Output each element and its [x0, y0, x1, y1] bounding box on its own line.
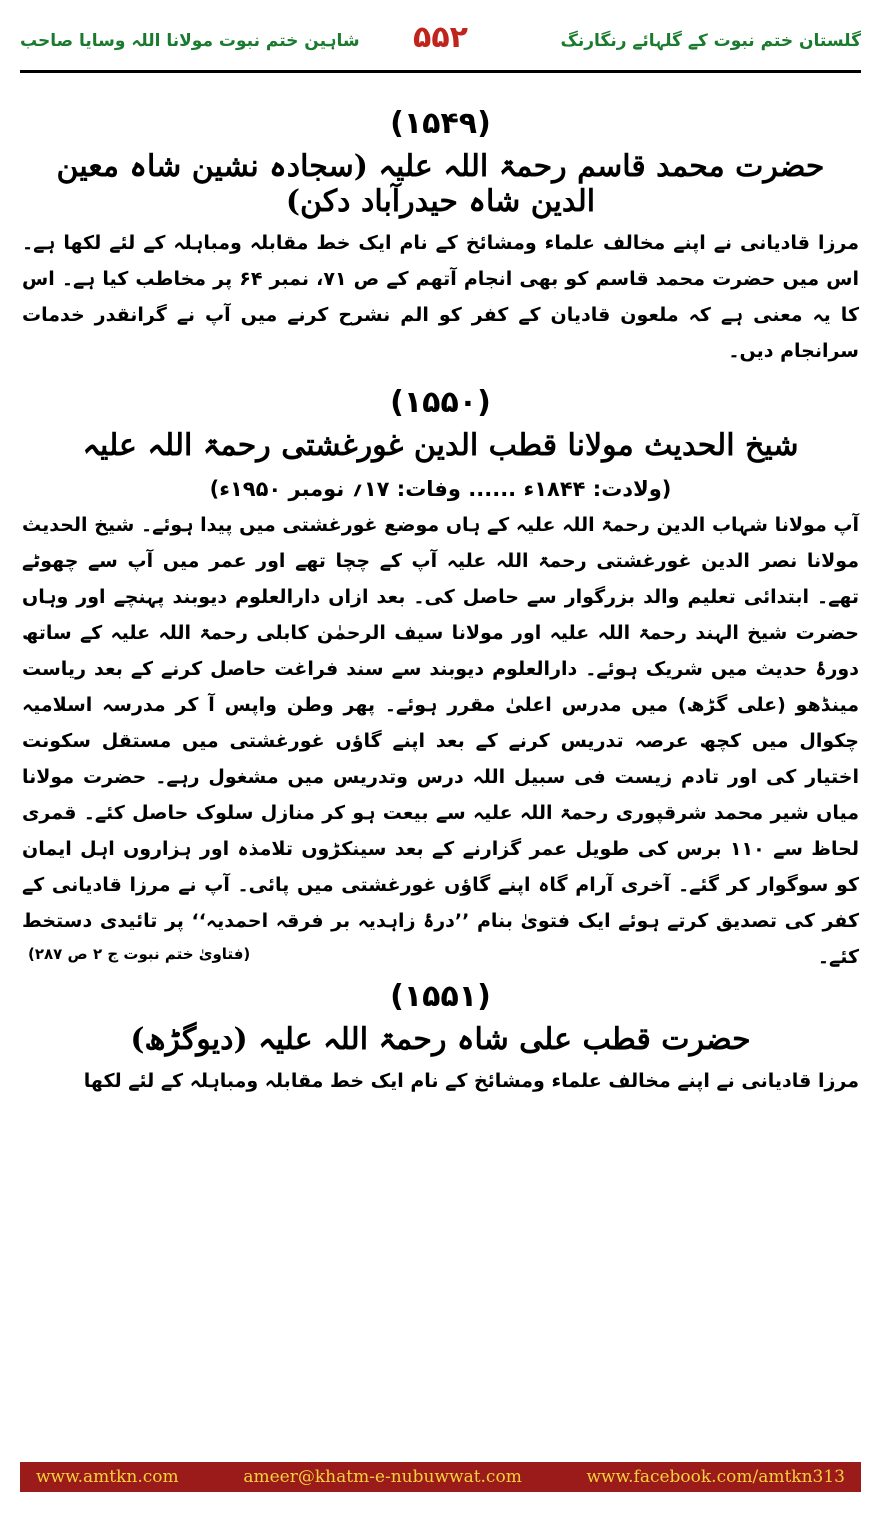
website-link[interactable]: www.amtkn.com	[36, 1467, 179, 1487]
source-reference: (فتاویٰ ختم نبوت ج ۲ ص ۲۸۷)	[28, 945, 251, 963]
entry-1550	[22, 385, 859, 968]
page-header	[20, 12, 861, 72]
entry-paragraph: مرزا قادیانی نے اپنے مخالف علماء ومشائخ کے نام ایک خط مقابلہ ومباہلہ کے لئے لکھا ہے۔ اس میں حضرت محمد قاسم کو بھی انجام آتھم کے ص ۷۱، نمبر ۶۴ پر مخاطب کیا ہے۔ اس کا یہ معنی ہے کہ ملعون قادیان کے کفر کو الم نشرح کرنے میں آپ نے گرانقدر خدمات سرانجام دیں۔	[22, 232, 859, 362]
birth-death-dates: (ولادت: ۱۸۴۴ء ...... وفات: ۱۷؍ نومبر ۱۹۵۰ء)	[209, 477, 672, 501]
page-content	[22, 90, 859, 1099]
entry-title: شیخ الحدیث مولانا قطب الدین غورغشتی رحمۃ اللہ علیہ	[82, 428, 799, 463]
page-footer	[20, 1462, 861, 1492]
entry-1551	[22, 979, 859, 1099]
entry-title: حضرت قطب علی شاہ رحمۃ اللہ علیہ (دیوگڑھ)	[130, 1022, 751, 1057]
entry-paragraph: مرزا قادیانی نے اپنے مخالف علماء ومشائخ کے نام ایک خط مقابلہ ومباہلہ کے لئے لکھا	[83, 1070, 859, 1092]
header-divider	[20, 70, 861, 73]
entry-number: (۱۵۴۹)	[390, 106, 491, 141]
entry-number: (۱۵۵۱)	[390, 979, 491, 1014]
entry-paragraph: آپ مولانا شہاب الدین رحمۃ اللہ علیہ کے ہاں موضع غورغشتی میں پیدا ہوئے۔ شیخ الحدیث مولانا نصر الدین غورغشتی رحمۃ اللہ علیہ آپ کے چچا تھے اور عمر میں آپ سے چھوٹے تھے۔ ابتدائی تعلیم والد بزرگوار سے حاصل کی۔ بعد ازاں دارالعلوم دیوبند پہنچے اور وہاں حضرت شیخ الہند رحمۃ اللہ علیہ اور مولانا سیف الرحمٰن کابلی رحمۃ اللہ علیہ کے ساتھ دورۂ حدیث میں شریک ہوئے۔ دارالعلوم دیوبند سے سند فراغت حاصل کرنے کے بعد ریاست مینڈھو (علی گڑھ) میں مدرس اعلیٰ مقرر ہوئے۔ پھر وطن واپس آ کر مدرسہ اسلامیہ چکوال میں کچھ عرصہ تدریس کرنے کے بعد اپنے گاؤں غورغشتی میں مستقل سکونت اختیار کی اور تادم زیست فی سبیل اللہ درس وتدریس میں مشغول رہے۔ حضرت مولانا میاں شیر محمد شرقپوری رحمۃ اللہ علیہ سے بیعت ہو کر منازل سلوک حاصل کئے۔ قمری لحاظ سے ۱۱۰ برس کی طویل عمر گزارنے کے بعد سینکڑوں تلامذہ اور ہزاروں اہل ایمان کو سوگوار کر گئے۔ آخری آرام گاہ اپنے گاؤں غورغشتی میں پائی۔ آپ نے مرزا قادیانی کے کفر کی تصدیق کرتے ہوئے ایک فتویٰ بنام ’’درۂ زاہدیہ بر فرقہ احمدیہ‘‘ پر تائیدی دستخط کئے۔	[22, 514, 859, 968]
book-title: گلستان ختم نبوت کے گلہائے رنگارنگ	[560, 31, 861, 51]
page-number: ۵۵۲	[413, 20, 468, 55]
entry-1549	[22, 106, 859, 369]
facebook-link[interactable]: www.facebook.com/amtkn313	[586, 1467, 845, 1487]
entry-title: حضرت محمد قاسم رحمۃ اللہ علیہ (سجادہ نشین شاہ معین الدین شاہ حیدرآباد دکن)	[56, 149, 825, 219]
entry-number: (۱۵۵۰)	[390, 385, 491, 420]
author-name: شاہین ختم نبوت مولانا اللہ وسایا صاحب	[20, 31, 360, 51]
email-link[interactable]: ameer@khatm-e-nubuwwat.com	[243, 1467, 522, 1487]
